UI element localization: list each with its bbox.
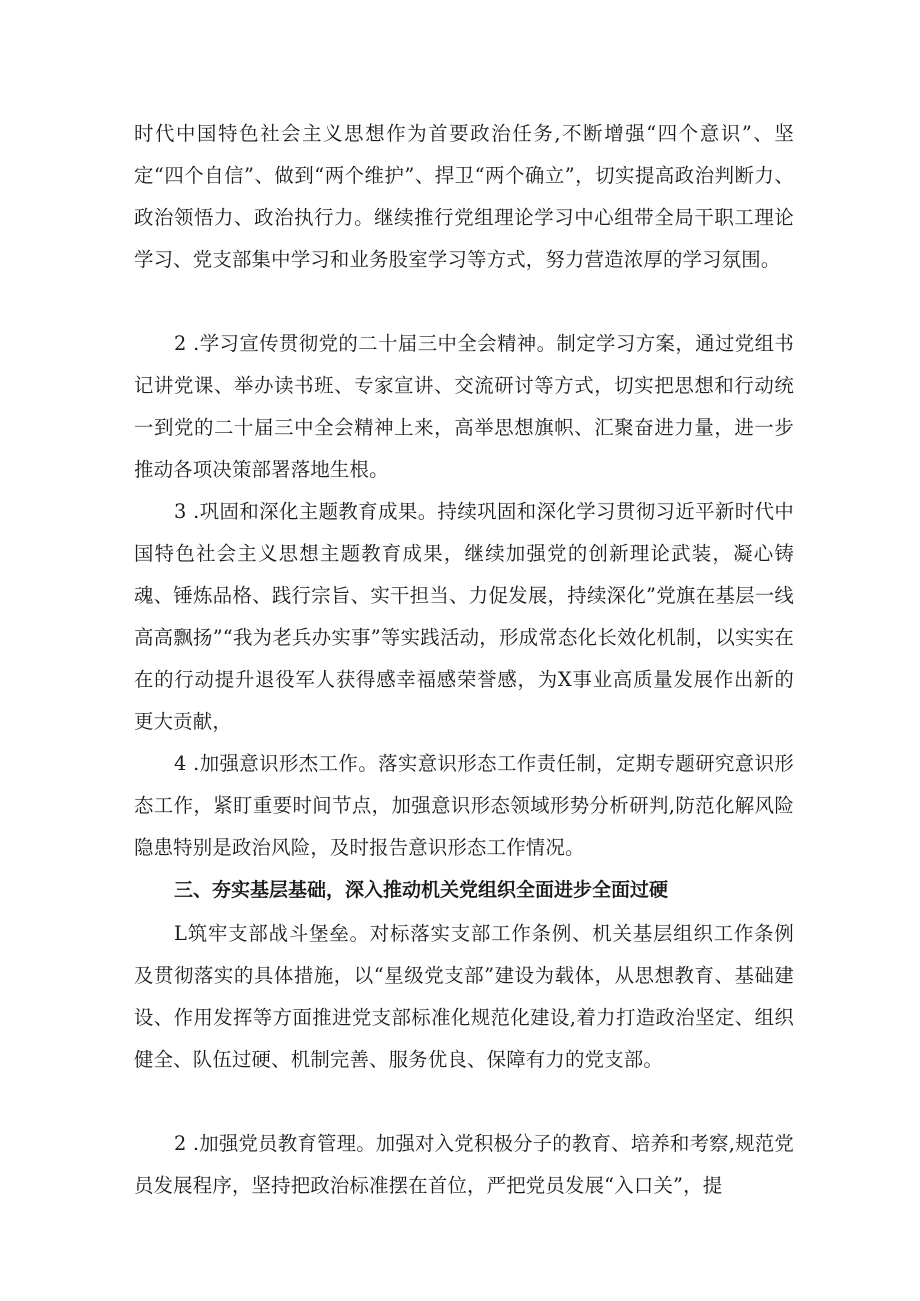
paragraph-item-2-plenum-study: 2 .学习宣传贯彻党的二十届三中全会精神。制定学习方案，通过党组书记讲党课、举办读书班、专家宣讲、交流研讨等方式，切实把思想和行动统一到党的二十届三中全会精神上来，高举思想旗帜、汇聚奋进力量，进一步推动各项决策部署落地生根。 (134, 332, 794, 481)
paragraph-item-3-education-results: 3 .巩固和深化主题教育成果。持续巩固和深化学习贯彻习近平新时代中国特色社会主义思想主题教育成果，继续加强党的创新理论武装，凝心铸魂、锤炼品格、践行宗旨、实干担当、力促发展，持续深化”党旗在基层一线高高飘扬”“我为老兵办实事”等实践活动，形成常态化长效化机制，以实实在在的行动提升退役军人获得感幸福感荣誉感，为X事业高质量发展作出新的更大贡献， (134, 500, 794, 733)
paragraph-item-2-member-management: 2 .加强党员教育管理。加强对入党积极分子的教育、培养和考察,规范党员发展程序，坚持把政治标准摆在首位，严把党员发展“入口关”，提 (134, 1132, 794, 1197)
paragraph-item-4-ideology-work: 4 .加强意识形杰工作。落实意识形态工作责任制，定期专题研究意识形态工作，紧盯重要时间节点，加强意识形态领域形势分析研判,防范化解风险隐患特别是政治风险，及时报告意识形态工作情况。 (134, 752, 794, 859)
paragraph-item-1-branch-fortress: L筑牢支部战斗堡垒。对标落实支部工作条例、机关基层组织工作条例及贯彻落实的具体措施，以“星级党支部”建设为载体，从思想教育、基础建设、作用发挥等方面推进党支部标准化规范化建设,着力打造政治坚定、组织健全、队伍过硬、机制完善、服务优良、保障有力的党支部。 (134, 922, 794, 1071)
section-heading-grassroots: 三、夯实基层基础，深入推动机关党组织全面进步全面过硬 (174, 879, 669, 901)
paragraph-political-task: 时代中国特色社会主义思想作为首要政治任务,不断增强“四个意识”、坚定“四个自信”、做到“两个维护”、捍卫“两个确立”，切实提高政治判断力、政治领悟力、政治执行力。继续推行党组理论学习中心组带全局干职工理论学习、党支部集中学习和业务股室学习等方式，努力营造浓厚的学习氛围。 (134, 122, 794, 271)
